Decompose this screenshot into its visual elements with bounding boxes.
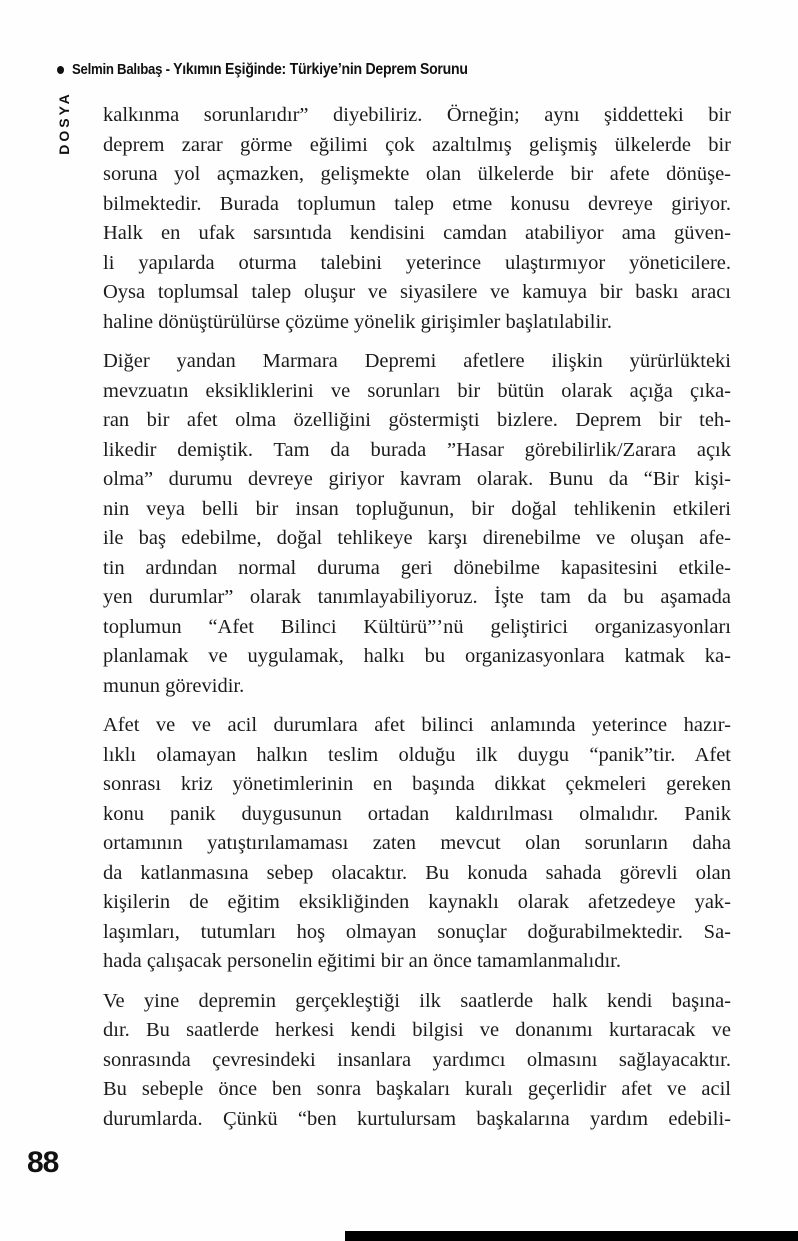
text-line: hada çalışacak personelin eğitimi bir an önce tamamlanmalıdır. [103,950,622,972]
text-line: ortamının yatıştırılamaması zaten mevcut olan sorunların daha [103,832,731,854]
text-line: ile baş edebilme, doğal tehlikeye karşı direnebilme ve oluşan afe- [103,527,731,549]
text-line: likedir demiştik. Tam da burada ”Hasar görebilirlik/Zarara açık [103,438,731,461]
section-label-vertical: DOSYA [56,91,72,155]
text-line: Halk en ufak sarsıntıda kendisini camdan atabiliyor ama güven- [103,222,731,244]
text-line: sonrası kriz yönetimlerinin en başında dikkat çekmeleri gereken [103,773,731,795]
text-line: Oysa toplumsal talep oluşur ve siyasilere ve kamuya bir baskı aracı [103,281,731,303]
text-line: soruna yol açmazken, gelişmekte olan ülkelerde bir afete dönüşe- [103,163,731,185]
paragraph [103,987,731,1135]
bullet-icon [57,66,64,74]
text-line: konu panik duygusunun ortadan kaldırılması olmalıdır. Panik [103,802,731,825]
body-text-column [103,101,731,1134]
page-number: 88 [27,1146,59,1179]
text-line: Afet ve ve acil durumlara afet bilinci anlamında yeterince hazır- [103,714,731,736]
text-line: toplumun “Afet Bilinci Kültürü”’nü geliştirici organizasyonları [103,615,731,638]
text-line: kişilerin de eğitim eksikliğinden kaynaklı olarak afetzedeye yak- [103,891,731,913]
text-line: nin veya belli bir insan topluğunun, bir doğal tehlikenin etkileri [103,497,731,520]
text-line: sonrasında çevresindeki insanlara yardımcı olmasını sağlayacaktır. [103,1048,731,1071]
paragraph [103,711,731,977]
text-line: tin ardından normal duruma geri dönebilme kapasitesini etkile- [103,556,731,579]
text-line: mevzuatın eksikliklerini ve sorunları bir bütün olarak açığa çıka- [103,379,731,402]
text-line: munun görevidir. [103,674,245,697]
paragraph [103,347,731,701]
text-line: olma” durumu devreye giriyor kavram olarak. Bunu da “Bir kişi- [103,468,731,490]
paragraph [103,101,731,337]
text-line: Ve yine depremin gerçekleştiği ilk saatlerde halk kendi başına- [103,989,731,1012]
text-line: planlamak ve uygulamak, halkı bu organizasyonlara katmak ka- [103,645,731,667]
bottom-edge-bar [345,1231,798,1241]
text-line: da katlanmasına sebep olacaktır. Bu konuda sahada görevli olan [103,861,731,884]
author-name: Selmin Balıbaş - [71,61,174,78]
text-line: haline dönüştürülürse çözüme yönelik girişimler başlatılabilir. [103,310,612,333]
text-line: bilmektedir. Burada toplumun talep etme konusu devreye giriyor. [103,192,731,215]
text-line: kalkınma sorunlarıdır” diyebiliriz. Örneğin; aynı şiddetteki bir [103,104,731,126]
text-line: lıklı olamayan halkın teslim olduğu ilk duygu “panik”tir. Afet [103,743,731,766]
article-title: Yıkımın Eşiğinde: Türkiye’nin Deprem Sorunu [173,61,468,78]
text-line: deprem zarar görme eğilimi çok azaltılmış gelişmiş ülkelerde bir [103,133,731,156]
text-line: li yapılarda oturma talebini yeterince ulaştırmıyor yöneticilere. [103,251,731,274]
text-line: durumlarda. Çünkü “ben kurtulursam başkalarına yardım edebili- [103,1107,731,1130]
text-line: yen durumlar” olarak tanımlayabiliyoruz. İşte tam da bu aşamada [103,586,731,608]
text-line: Diğer yandan Marmara Depremi afetlere ilişkin yürürlükteki [103,350,731,372]
running-head [72,61,468,79]
text-line: laşımları, tutumları hoş olmayan sonuçlar doğurabilmektedir. Sa- [103,920,731,943]
text-line: ran bir afet olma özelliğini göstermişti bizlere. Deprem bir teh- [103,409,731,431]
text-line: Bu sebeple önce ben sonra başkaları kuralı geçerlidir afet ve acil [103,1078,731,1100]
page-header [57,61,468,79]
text-line: dır. Bu saatlerde herkesi kendi bilgisi ve donanımı kurtaracak ve [103,1019,731,1041]
